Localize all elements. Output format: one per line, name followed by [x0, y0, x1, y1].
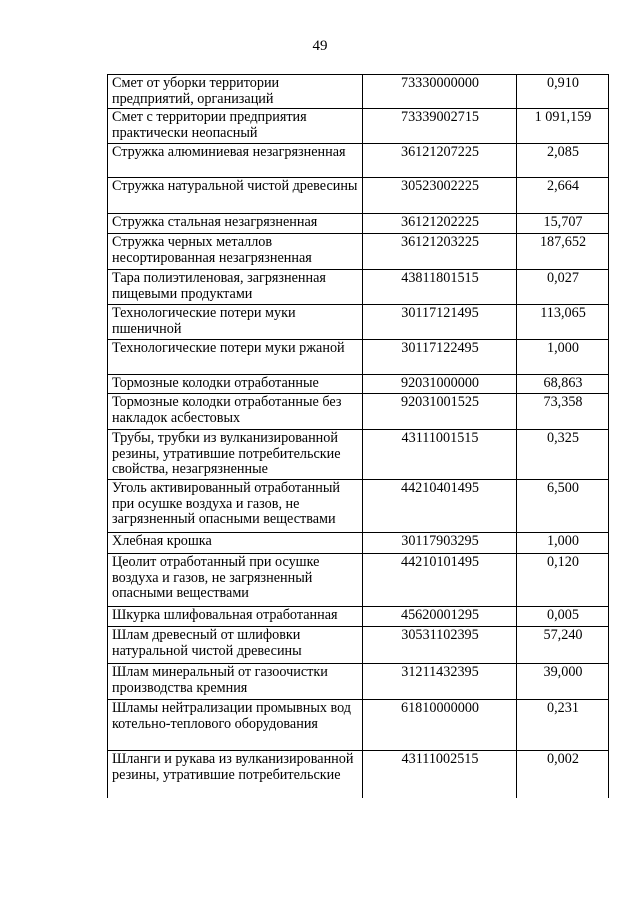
- waste-value-cell: 113,065: [517, 305, 609, 340]
- waste-code-cell: 30117121495: [363, 305, 517, 340]
- table-row: [108, 109, 609, 144]
- table-row: [108, 144, 609, 178]
- waste-name-cell: Шламы нейтрализации промывных вод котельно-теплового оборудования: [108, 700, 363, 751]
- waste-name-cell: Технологические потери муки пшеничной: [108, 305, 363, 340]
- waste-name-cell: Шлам минеральный от газоочистки производства кремния: [108, 664, 363, 700]
- waste-name-cell: Стружка черных металлов несортированная незагрязненная: [108, 234, 363, 270]
- waste-code-cell: 36121207225: [363, 144, 517, 178]
- waste-code-cell: 30117903295: [363, 533, 517, 554]
- waste-value-cell: 0,325: [517, 430, 609, 480]
- waste-value-cell: 2,085: [517, 144, 609, 178]
- table-row: [108, 480, 609, 533]
- waste-value-cell: 1,000: [517, 533, 609, 554]
- waste-name-cell: Смет от уборки территории предприятий, организаций: [108, 75, 363, 109]
- table-row: [108, 700, 609, 751]
- waste-value-cell: 0,005: [517, 607, 609, 627]
- waste-value-cell: 0,027: [517, 270, 609, 305]
- waste-name-cell: Технологические потери муки ржаной: [108, 340, 363, 375]
- waste-value-cell: 57,240: [517, 627, 609, 664]
- waste-code-cell: 43811801515: [363, 270, 517, 305]
- table-row: [108, 533, 609, 554]
- waste-value-cell: 0,910: [517, 75, 609, 109]
- table-row: [108, 430, 609, 480]
- waste-value-cell: 187,652: [517, 234, 609, 270]
- waste-value-cell: 39,000: [517, 664, 609, 700]
- waste-name-cell: Тормозные колодки отработанные без накладок асбестовых: [108, 394, 363, 430]
- waste-name-cell: Тормозные колодки отработанные: [108, 375, 363, 394]
- table-row: [108, 340, 609, 375]
- waste-code-cell: 44210101495: [363, 554, 517, 607]
- waste-name-cell: Стружка стальная незагрязненная: [108, 214, 363, 234]
- waste-code-cell: 43111001515: [363, 430, 517, 480]
- waste-code-cell: 36121202225: [363, 214, 517, 234]
- waste-code-cell: 92031000000: [363, 375, 517, 394]
- table-row: [108, 394, 609, 430]
- table-row: [108, 607, 609, 627]
- table-row: [108, 664, 609, 700]
- waste-name-cell: Стружка алюминиевая незагрязненная: [108, 144, 363, 178]
- waste-code-cell: 36121203225: [363, 234, 517, 270]
- waste-value-cell: 0,231: [517, 700, 609, 751]
- table-row: [108, 270, 609, 305]
- waste-code-cell: 44210401495: [363, 480, 517, 533]
- waste-value-cell: 2,664: [517, 178, 609, 214]
- page-number: 49: [312, 38, 328, 54]
- waste-value-cell: 68,863: [517, 375, 609, 394]
- waste-code-cell: 43111002515: [363, 751, 517, 799]
- table-row: [108, 305, 609, 340]
- waste-value-cell: 73,358: [517, 394, 609, 430]
- waste-name-cell: Хлебная крошка: [108, 533, 363, 554]
- waste-name-cell: Уголь активированный отработанный при осушке воздуха и газов, не загрязненный опасными веществами: [108, 480, 363, 533]
- waste-code-cell: 73330000000: [363, 75, 517, 109]
- table-row: [108, 751, 609, 799]
- waste-code-cell: 73339002715: [363, 109, 517, 144]
- table-row: [108, 375, 609, 394]
- waste-name-cell: Шланги и рукава из вулканизированной резины, утратившие потребительские: [108, 751, 363, 799]
- waste-code-cell: 45620001295: [363, 607, 517, 627]
- waste-value-cell: 0,120: [517, 554, 609, 607]
- waste-name-cell: Трубы, трубки из вулканизированной резины, утратившие потребительские свойства, незагрязненные: [108, 430, 363, 480]
- waste-code-cell: 30523002225: [363, 178, 517, 214]
- waste-name-cell: Цеолит отработанный при осушке воздуха и газов, не загрязненный опасными веществами: [108, 554, 363, 607]
- waste-code-cell: 30117122495: [363, 340, 517, 375]
- waste-value-cell: 6,500: [517, 480, 609, 533]
- waste-code-cell: 92031001525: [363, 394, 517, 430]
- waste-name-cell: Шлам древесный от шлифовки натуральной чистой древесины: [108, 627, 363, 664]
- waste-table: [107, 74, 609, 798]
- table-row: [108, 234, 609, 270]
- waste-name-cell: Шкурка шлифовальная отработанная: [108, 607, 363, 627]
- waste-code-cell: 31211432395: [363, 664, 517, 700]
- waste-value-cell: 15,707: [517, 214, 609, 234]
- waste-value-cell: 0,002: [517, 751, 609, 799]
- waste-code-cell: 30531102395: [363, 627, 517, 664]
- table-row: [108, 554, 609, 607]
- waste-name-cell: Стружка натуральной чистой древесины: [108, 178, 363, 214]
- waste-value-cell: 1,000: [517, 340, 609, 375]
- waste-code-cell: 61810000000: [363, 700, 517, 751]
- table-row: [108, 627, 609, 664]
- table-row: [108, 75, 609, 109]
- waste-name-cell: Тара полиэтиленовая, загрязненная пищевыми продуктами: [108, 270, 363, 305]
- waste-name-cell: Смет с территории предприятия практически неопасный: [108, 109, 363, 144]
- table-row: [108, 178, 609, 214]
- table-row: [108, 214, 609, 234]
- waste-value-cell: 1 091,159: [517, 109, 609, 144]
